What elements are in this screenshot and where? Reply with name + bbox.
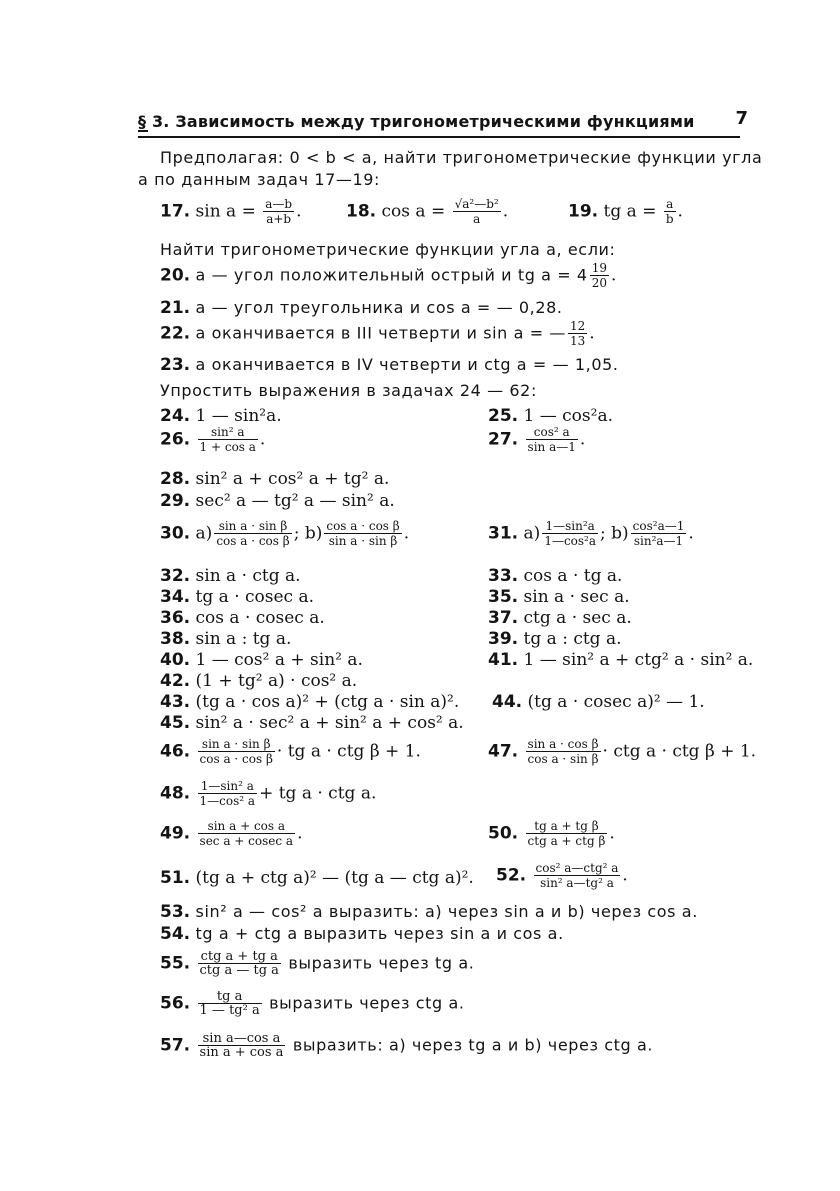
problem-52: 52. $\frac{\text{cos² a—ctg² a}}{\text{sin² a—tg² a}}$ . [496, 861, 628, 890]
problem-49: 49. $\frac{\text{sin a + cos a}}{\text{sec a + cosec a}}$ . [160, 819, 303, 848]
problem-24: 24. 1 — sin²a. [160, 406, 282, 426]
problem-27: 27. $\frac{\text{cos² a}}{\text{sin a—1}}$ . [488, 425, 586, 454]
problem-35: 35. sin a · sec a. [488, 587, 630, 607]
page-number: 7 [735, 108, 748, 129]
problem-42: 42. (1 + tg² a) · cos² a. [160, 671, 358, 691]
problem-32: 32. sin a · ctg a. [160, 566, 301, 586]
problem-48: 48. $\frac{\text{1—sin² a}}{\text{1—cos² a}}$ + tg a · ctg a. [160, 779, 377, 808]
problem-31: 31. a) $\frac{\text{1—sin²a}}{\text{1—cos²a}}$ ; b) $\frac{\text{cos²a—1}}{\text{sin²a—1}}$ . [488, 519, 694, 548]
problem-28: 28. sin² a + cos² a + tg² a. [160, 469, 390, 489]
problem-53: 53. sin² a — cos² a выразить: a) через sin a и b) через cos a. [160, 902, 698, 922]
problem-47: 47. $\frac{\text{sin a · cos β}}{\text{cos a · sin β}}$ · ctg a · ctg β + 1. [488, 737, 757, 766]
simplify-heading: Упростить выражения в задачах 24 — 62: [160, 381, 537, 400]
problem-51: 51. (tg a + ctg a)² — (tg a — ctg a)². [160, 868, 474, 888]
problem-17: 17. sin a = $\frac{a—b}{a+b}$ . [160, 197, 302, 226]
header-rule [138, 136, 740, 138]
problem-50: 50. $\frac{\text{tg a + tg β}}{\text{ctg a + ctg β}}$ . [488, 819, 615, 848]
section-title: § 3. Зависимость между тригонометрическими функциями [138, 112, 695, 131]
problem-23: 23. a оканчивается в IV четверти и ctg a = — 1,05. [160, 355, 619, 375]
problem-22: 22. a оканчивается в III четверти и sin a = — $\frac{12}{13}$ . [160, 319, 595, 348]
problem-33: 33. cos a · tg a. [488, 566, 623, 586]
problem-19: 19. tg a = $\frac{a}{b}$ . [568, 197, 683, 226]
problem-38: 38. sin a : tg a. [160, 629, 292, 649]
problem-43: 43. (tg a · cos a)² + (ctg a · sin a)². [160, 692, 460, 712]
problem-26: 26. $\frac{\text{sin² a}}{\text{1 + cos a}}$ . [160, 425, 266, 454]
problem-25: 25. 1 — cos²a. [488, 406, 613, 426]
problem-37: 37. ctg a · sec a. [488, 608, 632, 628]
problem-45: 45. sin² a · sec² a + sin² a + cos² a. [160, 713, 464, 733]
problem-57: 57. $\frac{\text{sin a—cos a}}{\text{sin a + cos a}}$ выразить: a) через tg a и b) через ctg a. [160, 1031, 654, 1060]
problem-30: 30. a) $\frac{\text{sin a · sin β}}{\text{cos a · cos β}}$ ; b) $\frac{\text{cos a · cos β}}{\text{sin a · sin β}}$ . [160, 519, 410, 548]
problem-34: 34. tg a · cosec a. [160, 587, 314, 607]
problem-18: 18. cos a = $\frac{\text{√a²—b²}}{a}$ . [346, 197, 509, 226]
running-header [138, 108, 748, 136]
problem-39: 39. tg a : ctg a. [488, 629, 622, 649]
problem-56: 56. $\frac{\text{tg a}}{\text{1 — tg² a}}$ выразить через ctg a. [160, 989, 465, 1018]
find-heading: Найти тригонометрические функции угла a, если: [160, 240, 616, 259]
problem-21: 21. a — угол треугольника и cos a = — 0,28. [160, 298, 563, 318]
problem-36: 36. cos a · cosec a. [160, 608, 325, 628]
problem-44: 44. (tg a · cosec a)² — 1. [492, 692, 705, 712]
intro-line-2: a по данным задач 17—19: [138, 170, 381, 189]
problem-55: 55. $\frac{\text{ctg a + tg a}}{\text{ctg a — tg a}}$ выразить через tg a. [160, 949, 475, 978]
intro-line-1: Предполагая: 0 < b < a, найти тригонометрические функции угла [160, 148, 763, 167]
problem-40: 40. 1 — cos² a + sin² a. [160, 650, 363, 670]
problem-54: 54. tg a + ctg a выразить через sin a и cos a. [160, 924, 564, 944]
problem-41: 41. 1 — sin² a + ctg² a · sin² a. [488, 650, 754, 670]
problem-29: 29. sec² a — tg² a — sin² a. [160, 491, 395, 511]
problem-46: 46. $\frac{\text{sin a · sin β}}{\text{cos a · cos β}}$ · tg a · ctg β + 1. [160, 737, 421, 766]
problem-20: 20. a — угол положительный острый и tg a = 4 $\frac{19}{20}$ . [160, 261, 617, 290]
